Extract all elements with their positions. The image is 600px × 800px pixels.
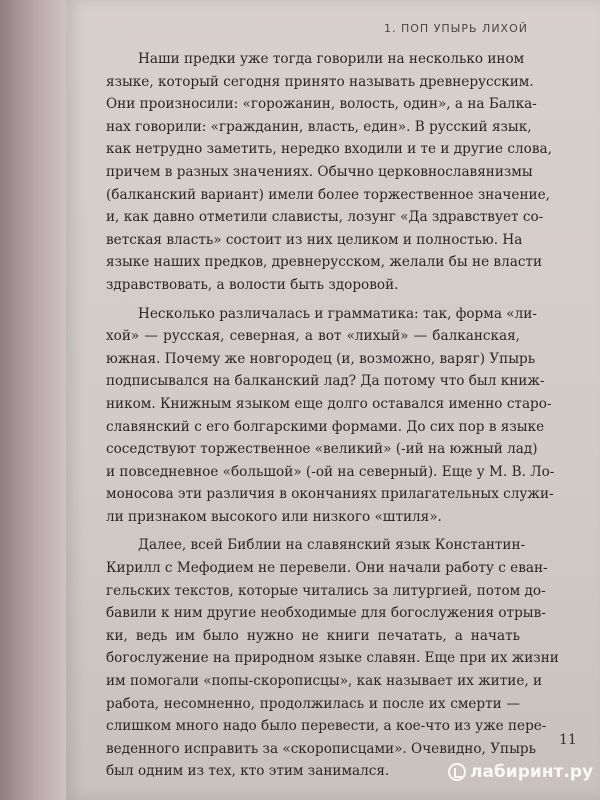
text-line: Несколько различалась и грамматика: так, форма «ли- [138,305,537,322]
paragraph-2 [106,303,555,529]
text-line: Они произносили: «горожанин, волость, один», а на Балка- [106,96,537,113]
text-line: моносова эти различия в окончаниях прилагательных служи- [106,486,554,503]
text-line: подписывался на балканский лад? Да потому что был книж- [106,373,545,390]
page-number: 11 [559,732,577,748]
text-line: и, как давно отметили слависты, лозунг «Да здравствует со- [106,209,544,226]
text-line: соседствуют торжественное «великий» (-ий на южный лад) [106,441,538,458]
watermark-text: лабиринт.ру [470,762,594,782]
text-line: Кирилл с Мефодием не перевели. Они начали работу с еван- [106,560,548,577]
text-line: ником. Книжным языком еще долго оставался именно старо- [106,395,552,412]
text-line: Наши предки уже тогда говорили на несколько ином [138,51,525,67]
text-line: ки, ведь им было нужно не книги печатать, а начать [106,627,520,644]
text-line: гельских текстов, которые читались за литургией, потом до- [106,582,546,599]
text-line: богослужение на природном языке славян. Еще при их жизни [106,650,559,667]
text-line: здравствовать, а волости быть здоровой. [106,276,399,293]
running-head: 1. ПОП УПЫРЬ ЛИХОЙ [384,22,528,35]
text-line: ли признаком высокого или низкого «штиля». [106,508,442,525]
text-line: славянский с его болгарскими формами. До сих пор в языке [106,418,545,435]
text-line: и повседневное «большой» (-ой на северный). Еще у М. В. Ло- [106,463,555,480]
text-line: был одним из тех, кто этим занимался. [106,763,390,780]
text-line: южная. Почему же новгородец (и, возможно, варяг) Упырь [106,350,536,367]
labirint-logo-icon [448,763,466,781]
text-line: как нетрудно заметить, нередко входили и те и другие слова, [106,141,552,158]
text-line: Далее, всей Библии на славянский язык Константин- [138,537,526,554]
text-line: (балканский вариант) имели более торжественное значение, [106,186,550,203]
text-line: слишком много надо было перевести, а кое-что из уже пере- [106,718,547,735]
book-page [66,0,600,800]
text-line: хой» — русская, северная, а вот «лихый» — балканская, [106,328,520,345]
text-line: причем в разных значениях. Обычно церковнославянизмы [106,163,533,180]
text-line: нах говорили: «гражданин, власть, един». В русский язык, [106,118,532,135]
text-line: языке, который сегодня принято называть древнерусским. [106,73,534,90]
text-line: веденного исправить за «скорописцами». Очевидно, Упырь [106,740,537,757]
text-line: ветская власть» состоит из них целиком и полностью. На [106,231,523,248]
adjacent-page-edge [0,0,66,800]
text-line: бавили к ним другие необходимые для богослужения отрыв- [106,605,546,622]
text-line: им помогали «попы-скорописцы», как называет их житие, и [106,673,543,690]
paragraph-1 [106,48,552,297]
text-line: языке наших предков, древнерусском, желали бы не власти [106,254,543,271]
text-line: работа, несомненно, продолжилась и после их смерти — [106,695,520,712]
watermark-logo [448,762,593,782]
